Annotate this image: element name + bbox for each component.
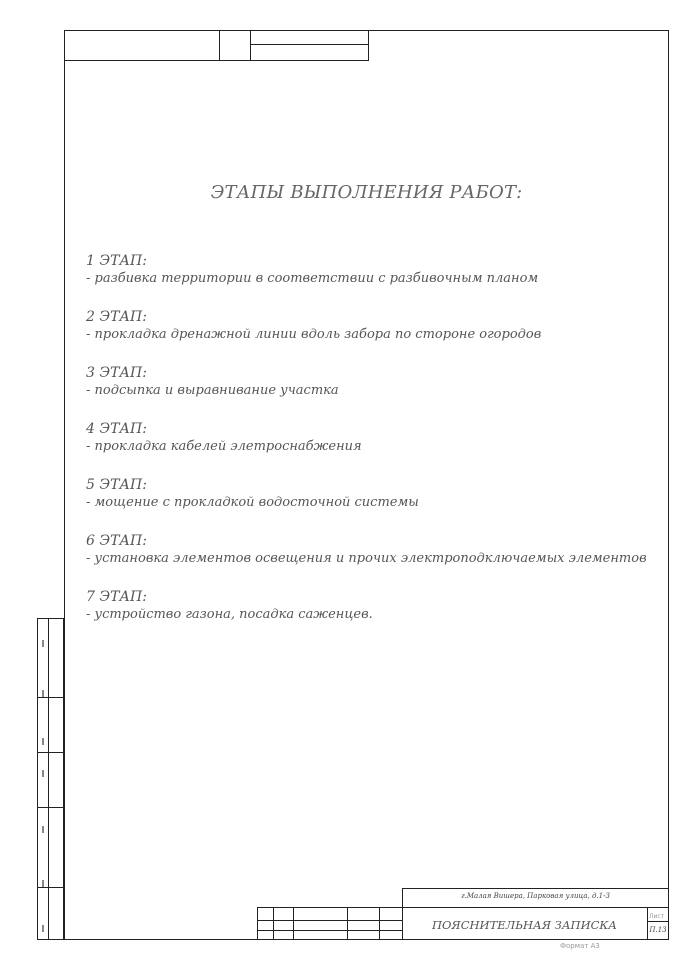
strip-mark [42, 640, 44, 647]
stage-desc: - прокладка дренажной линии вдоль забора по стороне огородов [86, 327, 542, 342]
stage-desc: - устройство газона, посадка саженцев. [86, 607, 373, 622]
stage-1 [86, 252, 538, 288]
stage-desc: - мощение с прокладкой водосточной системы [86, 495, 419, 510]
title-block [257, 888, 669, 940]
object-address: г.Малая Вишера, Парковая улица, д.1-3 [461, 892, 610, 900]
sheet-label: Лист [649, 913, 665, 920]
stage-2 [86, 308, 541, 344]
binding-strip [37, 618, 64, 940]
sheet-number: П.13 [649, 926, 667, 934]
stage-title: 7 ЭТАП: [86, 589, 147, 605]
top-stamp [64, 30, 369, 61]
format-label: Формат А3 [560, 942, 600, 950]
strip-mark [42, 880, 44, 887]
stage-7 [86, 588, 373, 624]
stage-desc: - подсыпка и выравнивание участка [86, 383, 339, 398]
strip-mark [42, 738, 44, 745]
stage-title: 3 ЭТАП: [86, 365, 147, 381]
stage-title: 1 ЭТАП: [86, 253, 147, 269]
strip-mark [42, 925, 44, 932]
strip-mark [42, 770, 44, 777]
stage-title: 5 ЭТАП: [86, 477, 147, 493]
stage-4 [86, 420, 362, 456]
stage-title: 2 ЭТАП: [86, 309, 147, 325]
page-title: ЭТАПЫ ВЫПОЛНЕНИЯ РАБОТ: [210, 182, 523, 203]
stage-3 [86, 364, 339, 400]
stage-desc: - прокладка кабелей элетроснабжения [86, 439, 362, 454]
stage-desc: - установка элементов освещения и прочих электроподключаемых элементов [86, 551, 647, 566]
stage-desc: - разбивка территории в соответствии с разбивочным планом [86, 271, 539, 286]
strip-mark [42, 690, 44, 697]
document-title: ПОЯСНИТЕЛЬНАЯ ЗАПИСКА [431, 918, 618, 932]
strip-mark [42, 826, 44, 833]
stage-title: 6 ЭТАП: [86, 533, 147, 549]
stage-title: 4 ЭТАП: [86, 421, 147, 437]
stage-5 [86, 476, 419, 512]
stage-6 [86, 532, 647, 568]
